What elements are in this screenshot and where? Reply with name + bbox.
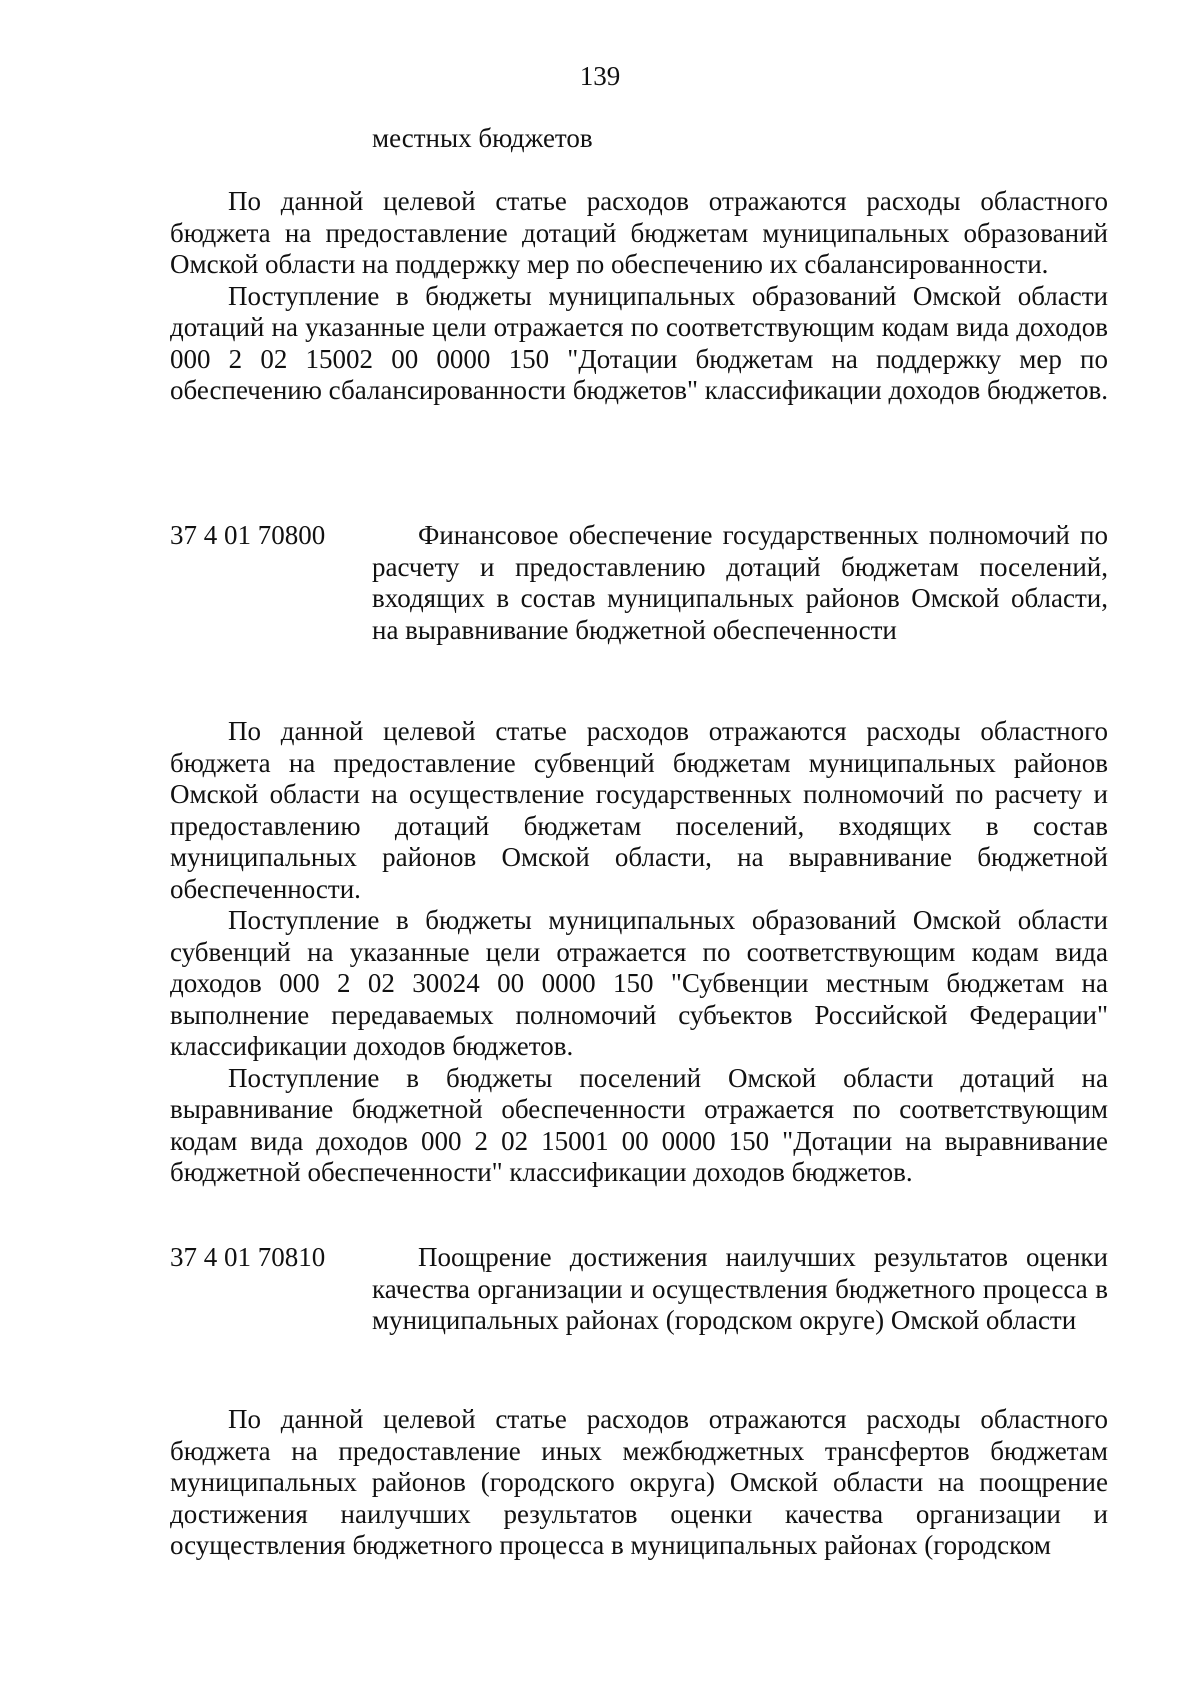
- page-number: 139: [579, 61, 621, 91]
- continued-article-title: местных бюджетов: [372, 123, 593, 153]
- paragraph-revenue-code: Поступление в бюджеты муниципальных образований Омской области дотаций на указанные цели отражается по соответствующим кодам вида доходов 000 2 02 15002 00 0000 150 "Дотации бюджетам на поддержку мер по обеспечению сбалансированности бюджетов" классификации доходов бюджетов.: [170, 280, 1108, 405]
- paragraph-revenue-code: Поступление в бюджеты поселений Омской области дотаций на выравнивание бюджетной обеспеченности отражается по соответствующим кодам вида доходов 000 2 02 15001 00 0000 150 "Дотации на выравнивание бюджетной обеспеченности" классификации доходов бюджетов.: [170, 1062, 1108, 1187]
- paragraph-description: По данной целевой статье расходов отражаются расходы областного бюджета на предоставление иных межбюджетных трансфертов бюджетам муниципальных районов (городского округа) Омской области на поощрение достижения наилучших результатов оценки качества организации и осуществления бюджетного процесса в муниципальных районах (городском: [170, 1404, 1108, 1560]
- article-code: 37 4 01 70800: [170, 520, 326, 550]
- text-block-1: [170, 186, 1108, 407]
- article-title: Поощрение достижения наилучших результатов оценки качества организации и осуществления бюджетного процесса в муниципальных районах (городском округе) Омской области: [372, 1242, 1108, 1335]
- paragraph-description: По данной целевой статье расходов отражаются расходы областного бюджета на предоставление субвенций бюджетам муниципальных районов Омской области на осуществление государственных полномочий по расчету и предоставлению дотаций бюджетам поселений, входящих в состав муниципальных районов Омской области, на выравнивание бюджетной обеспеченности.: [170, 716, 1108, 904]
- paragraph-description: По данной целевой статье расходов отражаются расходы областного бюджета на предоставление дотаций бюджетам муниципальных образований Омской области на поддержку мер по обеспечению их сбалансированности.: [170, 186, 1108, 279]
- text-block-3: [170, 1404, 1108, 1562]
- article-title: Финансовое обеспечение государственных полномочий по расчету и предоставлению дотаций бюджетам поселений, входящих в состав муниципальных районов Омской области, на выравнивание бюджетной обеспеченности: [372, 520, 1108, 645]
- article-70810: [170, 1242, 1108, 1337]
- paragraph-revenue-code: Поступление в бюджеты муниципальных образований Омской области субвенций на указанные цели отражается по соответствующим кодам вида доходов 000 2 02 30024 00 0000 150 "Субвенции местным бюджетам на выполнение передаваемых полномочий субъектов Российской Федерации" классификации доходов бюджетов.: [170, 905, 1108, 1061]
- article-70800: [170, 520, 1108, 646]
- article-code: 37 4 01 70810: [170, 1242, 326, 1272]
- text-block-2: [170, 716, 1108, 1189]
